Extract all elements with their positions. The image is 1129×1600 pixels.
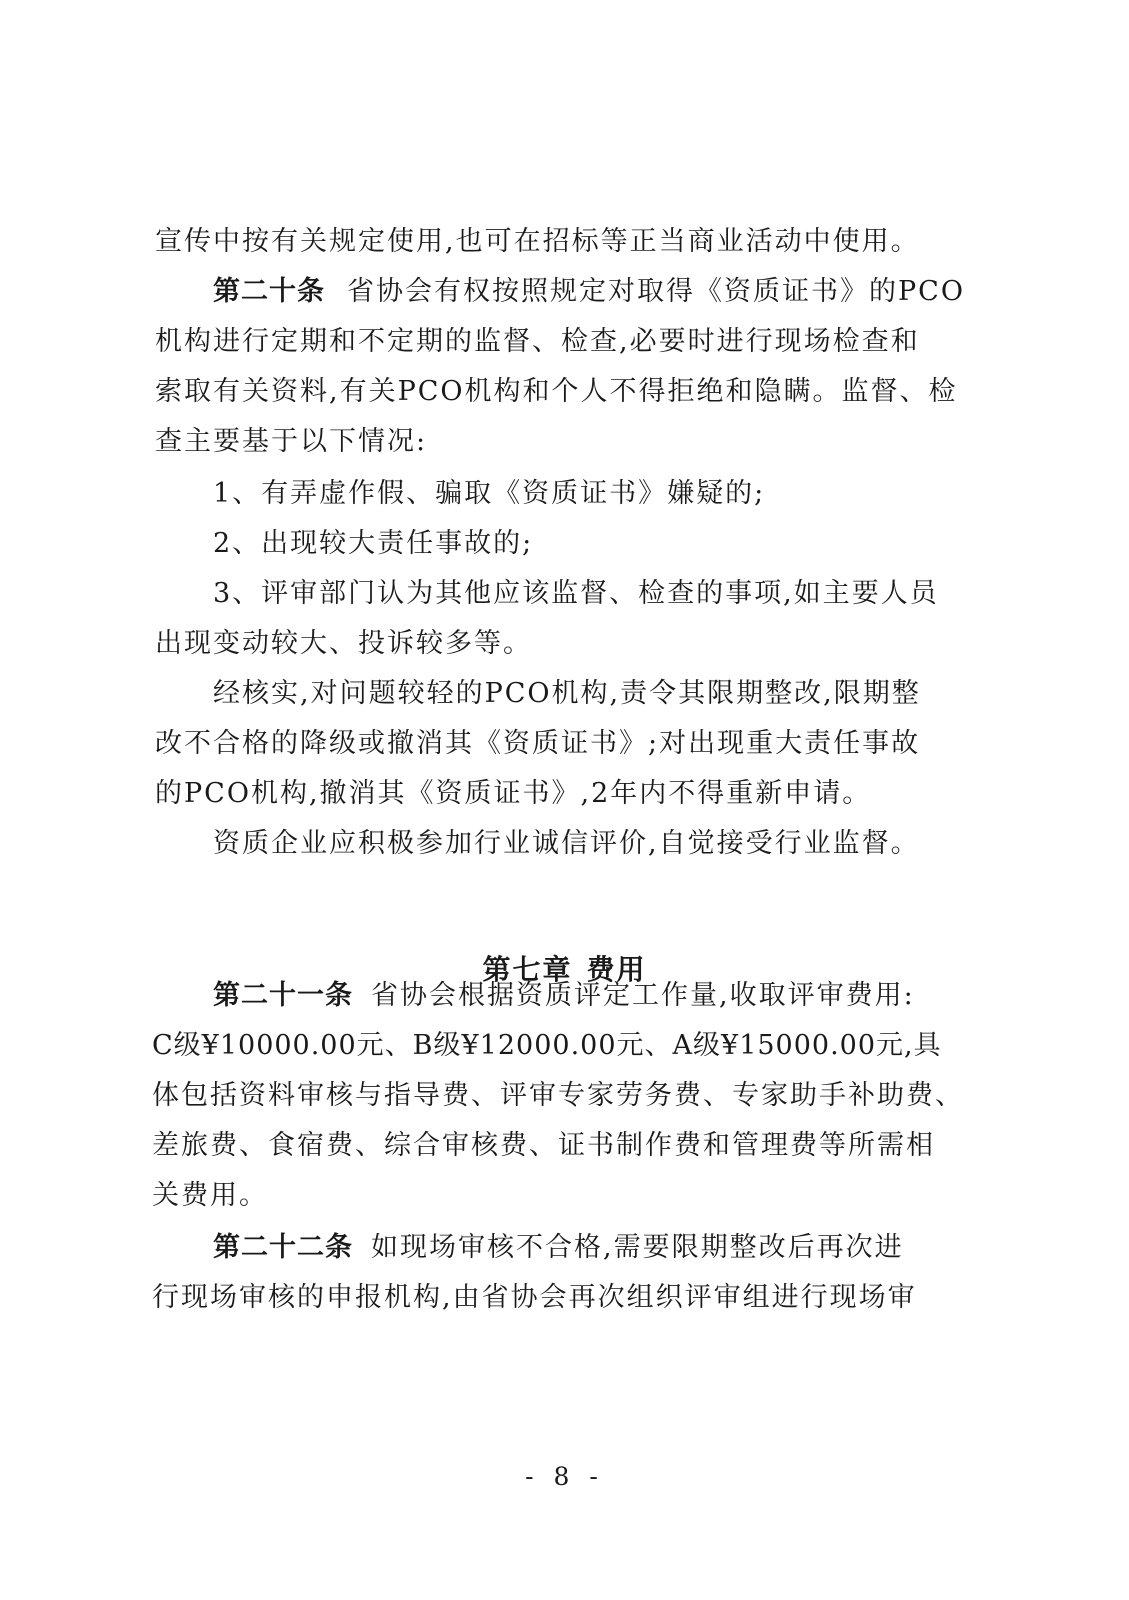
chapter-7-number: 第七章 <box>482 953 573 986</box>
article-21-first-line <box>213 970 915 1022</box>
article-22-first-line <box>213 1222 904 1274</box>
article-20-item-3-line-1: 3、评审部门认为其他应该监督、检查的事项,如主要人员 <box>213 578 939 609</box>
article-22-heading: 第二十二条 <box>213 1232 353 1263</box>
article-21-line-4: 差旅费、食宿费、综合审核费、证书制作费和管理费等所需相 <box>152 1130 935 1161</box>
verification-line-3: 的PCO机构,撤消其《资质证书》,2年内不得重新申请。 <box>155 778 872 809</box>
article-20-item-2: 2、出现较大责任事故的; <box>213 528 534 559</box>
article-20-heading: 第二十条 <box>213 276 325 307</box>
article-22-text: 如现场审核不合格,需要限期整改后再次进 <box>371 1232 904 1263</box>
article-20-line-3: 索取有关资料,有关PCO机构和个人不得拒绝和隐瞒。监督、检 <box>155 376 958 407</box>
article-20-item-3-line-2: 出现变动较大、投诉较多等。 <box>155 628 532 659</box>
chapter-7-name: 费用 <box>586 953 647 986</box>
article-20-item-1: 1、有弄虚作假、骗取《资质证书》嫌疑的; <box>213 478 766 509</box>
article-20-first-line <box>213 266 965 318</box>
article-21-heading: 第二十一条 <box>213 980 353 1011</box>
verification-line-2: 改不合格的降级或撤消其《资质证书》;对出现重大责任事故 <box>155 728 921 759</box>
verification-line-1: 经核实,对问题较轻的PCO机构,责令其限期整改,限期整 <box>213 678 921 709</box>
art20-continuation-line: 宣传中按有关规定使用,也可在招标等正当商业活动中使用。 <box>155 226 920 257</box>
article-20-line-2: 机构进行定期和不定期的监督、检查,必要时进行现场检查和 <box>155 326 920 357</box>
page-number: - 8 - <box>525 1462 604 1491</box>
article-21-line-3: 体包括资料审核与指导费、评审专家劳务费、专家助手补助费、 <box>152 1080 964 1111</box>
article-21-line-5: 关费用。 <box>152 1180 268 1211</box>
article-21-fees-line: C级¥10000.00元、B级¥12000.00元、A级¥15000.00元,具 <box>152 1030 942 1061</box>
article-20-text: 省协会有权按照规定对取得《资质证书》的PCO <box>347 276 965 307</box>
article-20-line-4: 查主要基于以下情况: <box>155 426 428 457</box>
credit-evaluation-line: 资质企业应积极参加行业诚信评价,自觉接受行业监督。 <box>213 828 920 859</box>
article-21-text: 省协会根据资质评定工作量,收取评审费用: <box>371 980 915 1011</box>
article-22-line-2: 行现场审核的申报机构,由省协会再次组织评审组进行现场审 <box>152 1282 917 1313</box>
